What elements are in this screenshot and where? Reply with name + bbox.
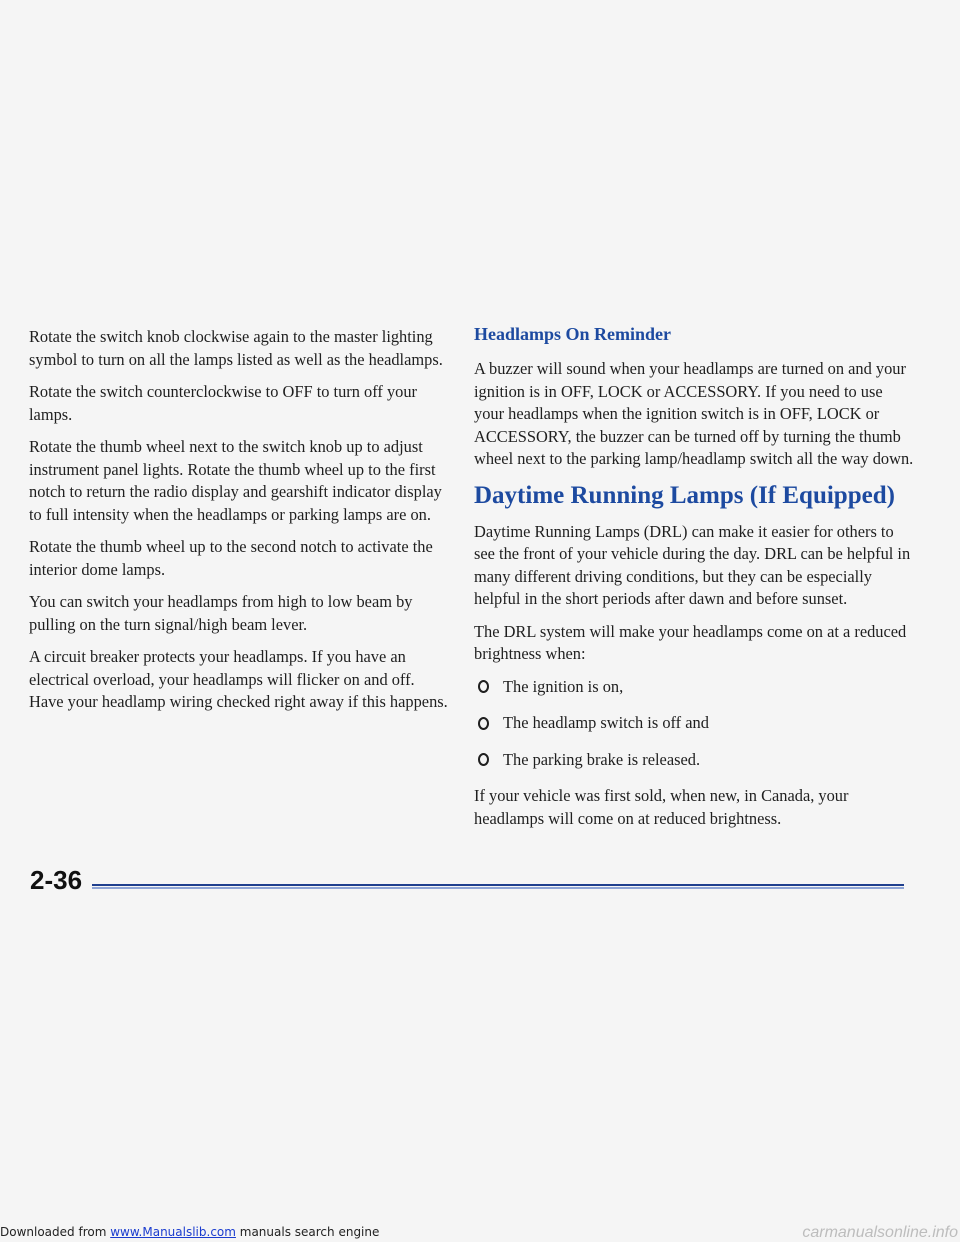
download-footer [0,1225,379,1239]
list-item [474,676,914,699]
paragraph: A circuit breaker protects your headlamps. If you have an electrical overload, your headlamps will flicker on and off. Have your headlamp wiring checked right away if this happens. [29,647,448,711]
list-item-text: The ignition is on, [503,676,624,696]
watermark: carmanualsonline.info [802,1224,958,1241]
section-title: Daytime Running Lamps (If Equipped) [474,481,895,509]
paragraph: Daytime Running Lamps (DRL) can make it easier for others to see the front of your vehicle during the day. DRL can be helpful in many different driving conditions, but they can be especially helpful in the short periods after dawn and before sunset. [474,521,911,608]
list-item-text: The headlamp switch is off and [503,713,709,732]
paragraph: Rotate the thumb wheel up to the second notch to activate the interior dome lamps. [29,537,433,579]
footer-rule [92,884,904,886]
paragraph: If your vehicle was first sold, when new, in Canada, your headlamps will come on at reduced brightness. [474,786,849,828]
footer-prefix: Downloaded from [0,1225,111,1239]
page-number: 2-36 [30,865,83,895]
right-column [474,326,914,840]
manualslib-link[interactable]: www.Manualslib.com [110,1225,236,1239]
left-column [29,326,449,724]
list-item [474,712,914,735]
paragraph: A buzzer will sound when your headlamps are turned on and your ignition is in OFF, LOCK or ACCESSORY. If you need to use your headlamps when the ignition switch is in OFF, LOCK or ACCESSORY, the buzzer can be turned off by turning the thumb wheel next to the parking lamp/headlamp switch all the way down. [474,359,914,468]
subheading: Headlamps On Reminder [474,324,672,344]
paragraph: Rotate the thumb wheel next to the switch knob up to adjust instrument panel lights. Rotate the thumb wheel up to the first notch to return the radio display and gearshift indicator display to full intensity when the headlamps or parking lamps are on. [29,437,442,524]
list-item [474,749,914,772]
paragraph: Rotate the switch counterclockwise to OFF to turn off your lamps. [29,382,417,424]
bullet-icon [478,680,489,693]
bullet-list [474,676,914,772]
bullet-icon [478,717,489,730]
paragraph: Rotate the switch knob clockwise again to the master lighting symbol to turn on all the lamps listed as well as the headlamps. [29,327,443,369]
paragraph: You can switch your headlamps from high to low beam by pulling on the turn signal/high beam lever. [29,592,413,634]
paragraph: The DRL system will make your headlamps come on at a reduced brightness when: [474,621,907,663]
list-item-text: The parking brake is released. [503,749,701,769]
footer-suffix: manuals search engine [235,1225,380,1239]
bullet-icon [478,753,489,766]
